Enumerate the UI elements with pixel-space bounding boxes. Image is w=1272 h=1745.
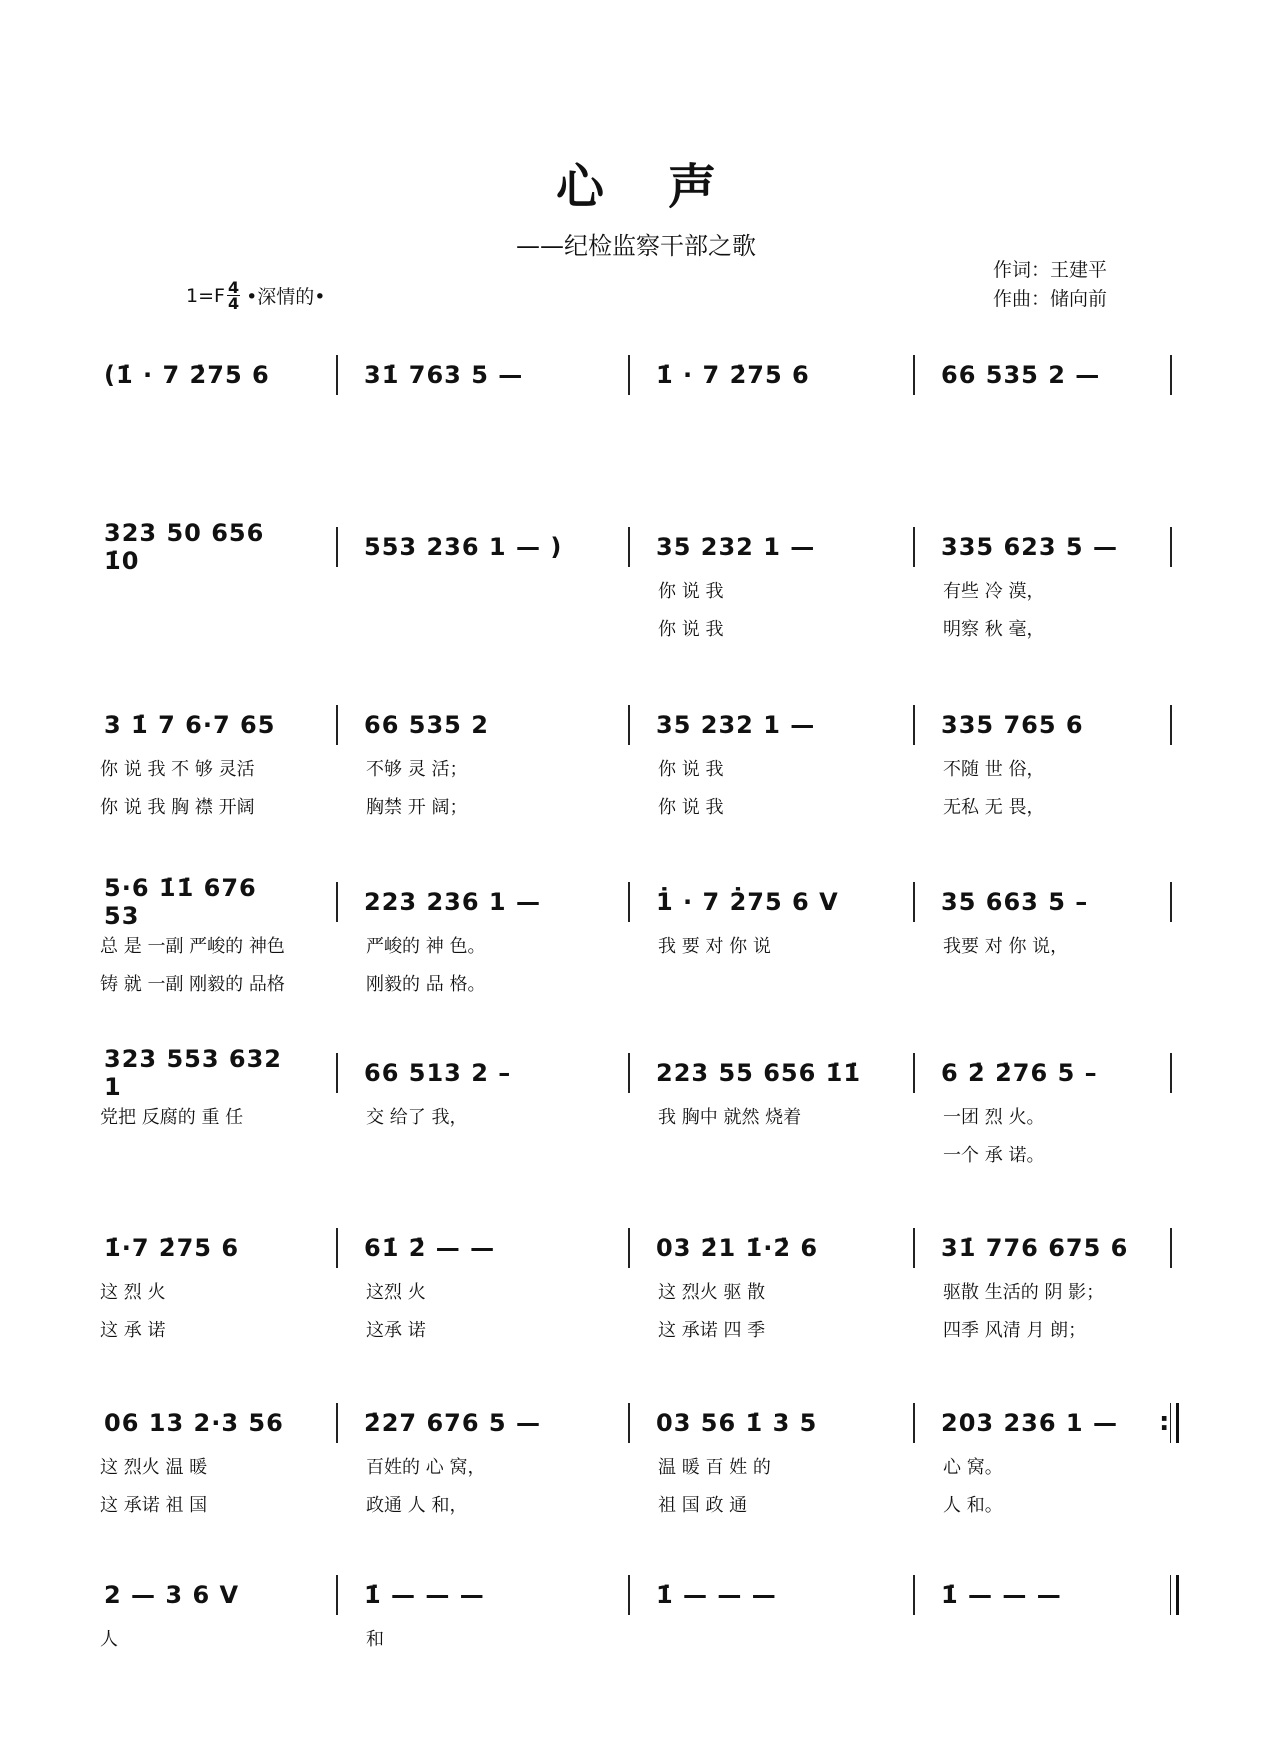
lyric-line: 你 说 我	[658, 759, 724, 780]
measure-notes: 06 13 2·3 56	[104, 1409, 284, 1437]
lyricist-credit: 作词：王建平	[992, 259, 1107, 281]
lyric-line: 你 说 我	[658, 581, 724, 602]
lyric-line: 严峻的 神 色。	[366, 936, 486, 957]
barline	[336, 882, 338, 922]
measure-notes: 553 236 1 — )	[364, 533, 563, 561]
barline	[336, 1403, 338, 1443]
lyric-line: 四季 风清 月 朗；	[943, 1320, 1087, 1341]
barline	[628, 355, 630, 395]
lyric-line: 一团 烈 火。	[943, 1107, 1045, 1128]
measure-notes: 5·6 1̇1̇ 676 53	[104, 874, 257, 930]
barline	[336, 527, 338, 567]
tempo-marking: •深情的•	[246, 286, 326, 308]
lyric-line: 一个 承 诺。	[943, 1145, 1045, 1166]
barline	[913, 1053, 915, 1093]
barline	[628, 882, 630, 922]
measure-notes: 31̇ 776 675 6	[941, 1234, 1129, 1262]
measure-notes: 35 232 1 —	[656, 533, 816, 561]
lyric-line: 驱散 生活的 阴 影；	[943, 1282, 1105, 1303]
lyric-line: 铸 就 一副 刚毅的 品格	[100, 974, 285, 995]
lyric-line: 不随 世 俗，	[943, 759, 1045, 780]
lyric-line: 无私 无 畏，	[943, 797, 1045, 818]
lyric-line: 总 是 一副 严峻的 神色	[100, 936, 285, 957]
measure-notes: 223 55 656 1̇1̇	[656, 1059, 862, 1087]
lyric-line: 不够 灵 活；	[366, 759, 468, 780]
measure-notes: 03 56 1̇ 3 5	[656, 1409, 818, 1437]
barline	[913, 705, 915, 745]
measure-notes: 335 765 6	[941, 711, 1084, 739]
measure-notes: 6 2̇ 2̇76 5 –	[941, 1059, 1098, 1087]
lyric-line: 这 烈 火	[100, 1282, 166, 1303]
barline	[336, 1575, 338, 1615]
lyric-line: 这 承诺 祖 国	[100, 1495, 208, 1516]
measure-notes: 223 236 1 —	[364, 888, 541, 916]
credits	[993, 256, 1107, 314]
lyric-line: 这承 诺	[366, 1320, 426, 1341]
barline	[336, 1228, 338, 1268]
barline	[628, 1228, 630, 1268]
key-signature	[186, 280, 326, 311]
lyric-line: 祖 国 政 通	[658, 1495, 748, 1516]
measure-notes: 203 236 1 —	[941, 1409, 1118, 1437]
lyric-line: 党把 反腐的 重 任	[100, 1107, 244, 1128]
measure-notes: 2̇27 676 5 —	[364, 1409, 541, 1437]
lyric-line: 你 说 我 不 够 灵活	[100, 759, 255, 780]
lyric-line: 我 胸中 就然 烧着	[658, 1107, 802, 1128]
barline	[913, 882, 915, 922]
lyric-line: 这烈 火	[366, 1282, 426, 1303]
time-numerator: 4	[227, 278, 240, 297]
lyric-line: 我 要 对 你 说	[658, 936, 771, 957]
measure-notes: 1̇ — — —	[364, 1581, 485, 1609]
lyric-line: 你 说 我	[658, 619, 724, 640]
lyric-line: 和	[366, 1629, 384, 1650]
lyric-line: 这 承诺 四 季	[658, 1320, 766, 1341]
key-label: 1=F	[186, 284, 225, 307]
lyric-line: 这 烈火 温 暖	[100, 1457, 208, 1478]
lyric-line: 人	[100, 1629, 118, 1650]
measure-notes: 2 — 3 6 V	[104, 1581, 240, 1609]
lyric-line: 百姓的 心 窝，	[366, 1457, 486, 1478]
barline	[336, 705, 338, 745]
lyric-line: 人 和。	[943, 1495, 1003, 1516]
barline	[913, 1228, 915, 1268]
barline	[336, 1053, 338, 1093]
lyric-line: 你 说 我	[658, 797, 724, 818]
barline	[628, 1575, 630, 1615]
measure-notes: 03 2̇1 1̇·2̇ 6	[656, 1234, 819, 1262]
barline	[628, 705, 630, 745]
barline	[913, 355, 915, 395]
measure-notes: 1̇ · 7 2̇75 6	[656, 361, 810, 389]
measure-notes: 31̇ 763 5 —	[364, 361, 524, 389]
song-title: 心声	[555, 159, 780, 215]
lyric-line: 这 承 诺	[100, 1320, 166, 1341]
barline	[628, 1053, 630, 1093]
measure-notes: 323 553 632 1	[104, 1045, 283, 1101]
lyric-line: 我要 对 你 说，	[943, 936, 1069, 957]
measure-notes: 335 623 5 —	[941, 533, 1118, 561]
song-subtitle: ——纪检监察干部之歌	[516, 232, 756, 260]
measure-notes: 1̇ · 7 2̇75 6 V	[656, 888, 839, 916]
barline	[628, 527, 630, 567]
lyric-line: 有些 冷 漠，	[943, 581, 1045, 602]
lyric-line: 这 烈火 驱 散	[658, 1282, 766, 1303]
measure-notes: 66 513 2 –	[364, 1059, 512, 1087]
time-denominator: 4	[227, 294, 240, 313]
measure-notes: 66 535 2 —	[941, 361, 1101, 389]
barline	[913, 1575, 915, 1615]
measure-notes: 35 232 1 —	[656, 711, 816, 739]
measure-notes: 323 50 656 1̇0	[104, 519, 265, 575]
measure-notes: 1̇ — — —	[656, 1581, 777, 1609]
measure-notes: 61̇ 2̇ — —	[364, 1234, 496, 1262]
lyric-line: 温 暖 百 姓 的	[658, 1457, 771, 1478]
measure-notes: 35 663 5 –	[941, 888, 1089, 916]
lyric-line: 你 说 我 胸 襟 开阔	[100, 797, 255, 818]
lyric-line: 明察 秋 毫，	[943, 619, 1045, 640]
time-signature	[227, 280, 240, 311]
lyric-line: 政通 人 和，	[366, 1495, 468, 1516]
measure-notes: 66 535 2	[364, 711, 489, 739]
barline	[628, 1403, 630, 1443]
measure-notes: (1̇ · 7 2̇75 6	[104, 361, 270, 389]
lyric-line: 刚毅的 品 格。	[366, 974, 486, 995]
barline	[913, 1403, 915, 1443]
lyric-line: 胸禁 开 阔；	[366, 797, 468, 818]
composer-credit: 作曲：储向前	[992, 288, 1107, 310]
barline	[913, 527, 915, 567]
lyric-line: 心 窝。	[943, 1457, 1003, 1478]
measure-notes: 3 1̇ 7 6·7 65	[104, 711, 276, 739]
measure-notes: 1̇·7 2̇75 6	[104, 1234, 240, 1262]
barline	[336, 355, 338, 395]
lyric-line: 交 给了 我，	[366, 1107, 468, 1128]
measure-notes: 1̇ — — —	[941, 1581, 1062, 1609]
